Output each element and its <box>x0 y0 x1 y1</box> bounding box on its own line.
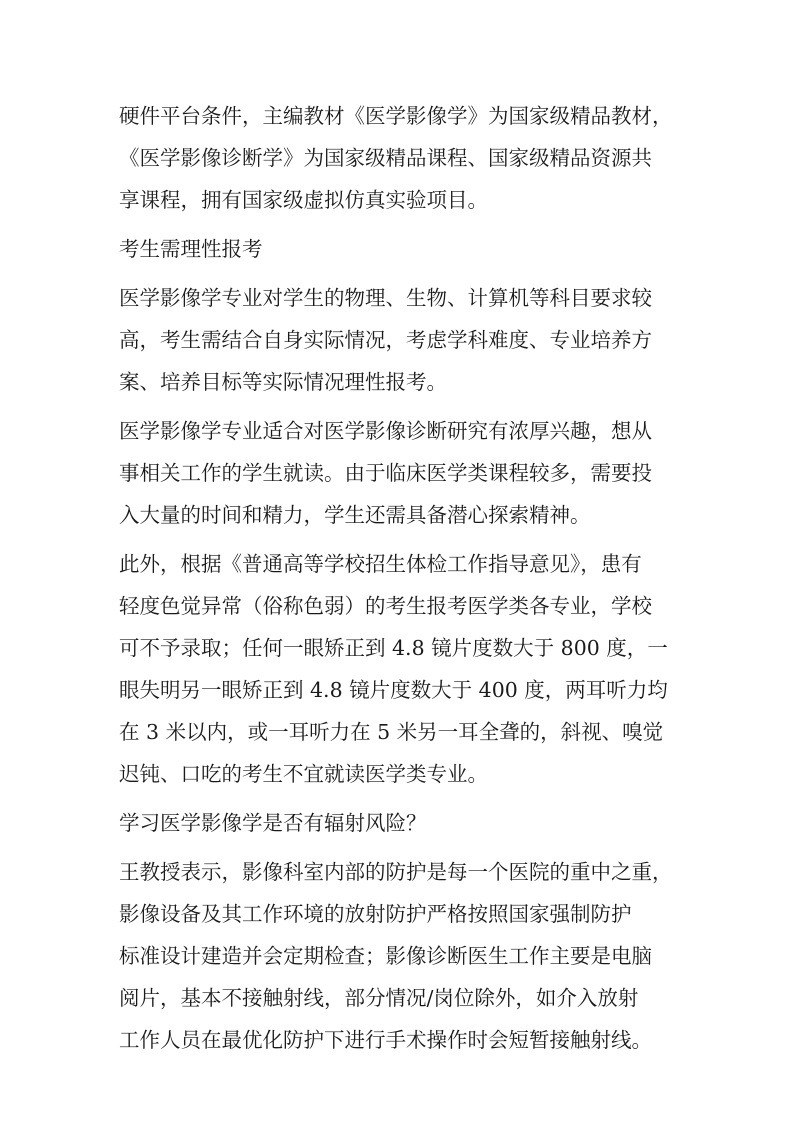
paragraph-requirements <box>119 277 689 403</box>
text-line: 阅片，基本不接触射线，部分情况/岗位除外，如介入放射 <box>119 986 639 1010</box>
text-line: 考生需理性报考 <box>119 237 263 261</box>
text-line: 此外，根据《普通高等学校招生体检工作指导意见》，患有 <box>119 552 642 576</box>
text-line: 事相关工作的学生就读。由于临床医学类课程较多，需要投 <box>119 461 652 485</box>
text-line: 《医学影像诊断学》为国家级精品课程、国家级精品资源共 <box>119 146 652 170</box>
paragraph-suitability <box>119 410 689 536</box>
text-line: 轻度色觉异常（俗称色弱）的考生报考医学类各专业，学校 <box>119 594 652 618</box>
text-line: 可不予录取；任何一眼矫正到 4.8 镜片度数大于 800 度，一 <box>119 636 668 660</box>
heading-radiation-risk <box>119 802 689 844</box>
paragraph-radiation-protection <box>119 851 689 1061</box>
text-line: 迟钝、口吃的考生不宜就读医学类专业。 <box>119 762 488 786</box>
text-line: 案、培养目标等实际情况理性报考。 <box>119 370 447 394</box>
text-line: 工作人员在最优化防护下进行手术操作时会短暂接触射线。 <box>119 1028 652 1052</box>
document-body <box>119 95 689 1061</box>
paragraph-platform <box>119 95 689 221</box>
text-line: 硬件平台条件，主编教材《医学影像学》为国家级精品教材， <box>119 104 673 128</box>
text-line: 影像设备及其工作环境的放射防护严格按照国家强制防护 <box>119 902 632 926</box>
text-line: 在 3 米以内，或一耳听力在 5 米另一耳全聋的，斜视、嗅觉 <box>119 720 664 744</box>
text-line: 王教授表示，影像科室内部的防护是每一个医院的重中之重， <box>119 860 673 884</box>
text-line: 眼失明另一眼矫正到 4.8 镜片度数大于 400 度，两耳听力均 <box>119 678 668 702</box>
text-line: 入大量的时间和精力，学生还需具备潜心探索精神。 <box>119 503 591 527</box>
text-line: 享课程，拥有国家级虚拟仿真实验项目。 <box>119 188 488 212</box>
text-line: 学习医学影像学是否有辐射风险？ <box>119 811 427 835</box>
text-line: 医学影像学专业对学生的物理、生物、计算机等科目要求较 <box>119 286 652 310</box>
text-line: 医学影像学专业适合对医学影像诊断研究有浓厚兴趣，想从 <box>119 419 652 443</box>
text-line: 标准设计建造并会定期检查；影像诊断医生工作主要是电脑 <box>119 944 652 968</box>
paragraph-physical-exam <box>119 543 689 795</box>
text-line: 高，考生需结合自身实际情况，考虑学科难度、专业培养方 <box>119 328 652 352</box>
heading-rational-application <box>119 228 689 270</box>
